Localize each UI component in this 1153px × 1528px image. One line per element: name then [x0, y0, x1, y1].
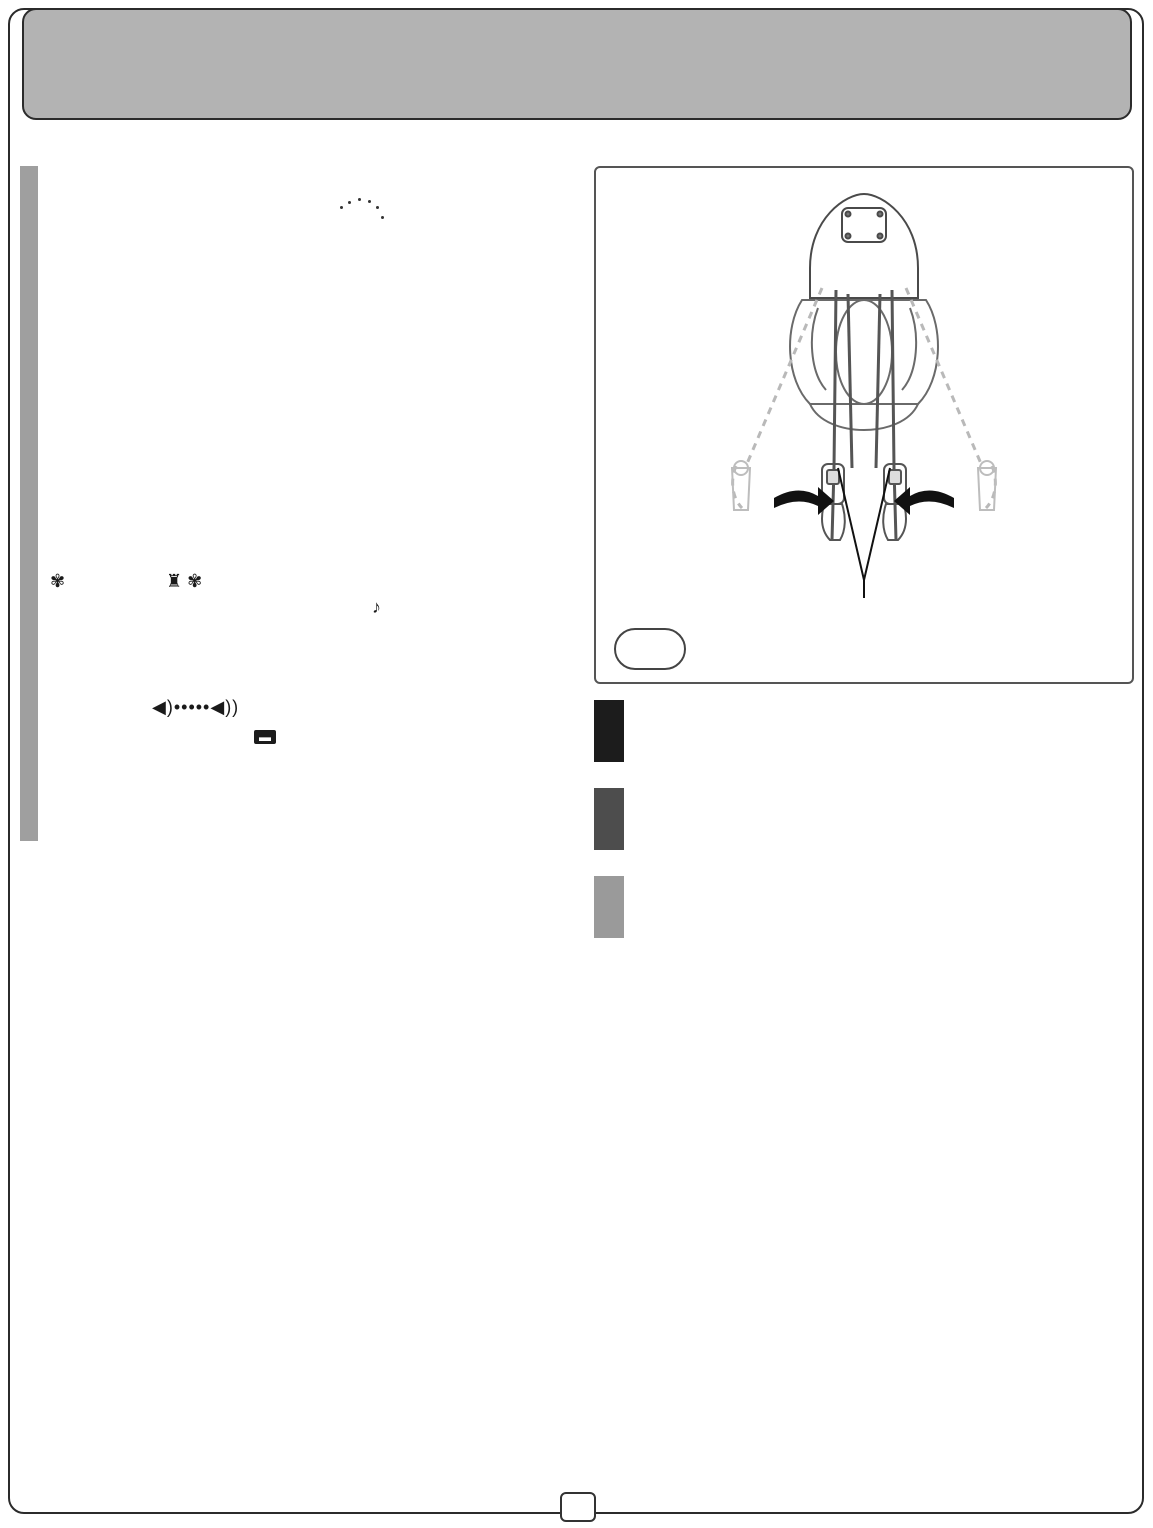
legend-swatch-medium: [594, 788, 624, 850]
illustration-panel: [594, 166, 1134, 684]
page-number-box: [560, 1492, 596, 1522]
step-number-badge: [614, 628, 686, 670]
lower-text-block: [36, 960, 1116, 974]
legend-swatch-light: [594, 876, 624, 938]
volume-scale-icon: ◀)•••••◀)): [152, 697, 240, 717]
gear-icon: ✾: [50, 571, 66, 591]
music-note-icon: ♪: [372, 597, 381, 617]
header-banner: [22, 8, 1132, 120]
bulb-and-gear-icons: ♜ ✾: [166, 571, 203, 591]
dotted-arc-decoration: [338, 198, 392, 232]
left-accent-rule: [20, 166, 38, 841]
battery-icon: ▬: [254, 730, 276, 744]
left-text-column: [50, 170, 550, 182]
swing-frame-illustration: [596, 168, 1132, 682]
legend-swatch-dark: [594, 700, 624, 762]
